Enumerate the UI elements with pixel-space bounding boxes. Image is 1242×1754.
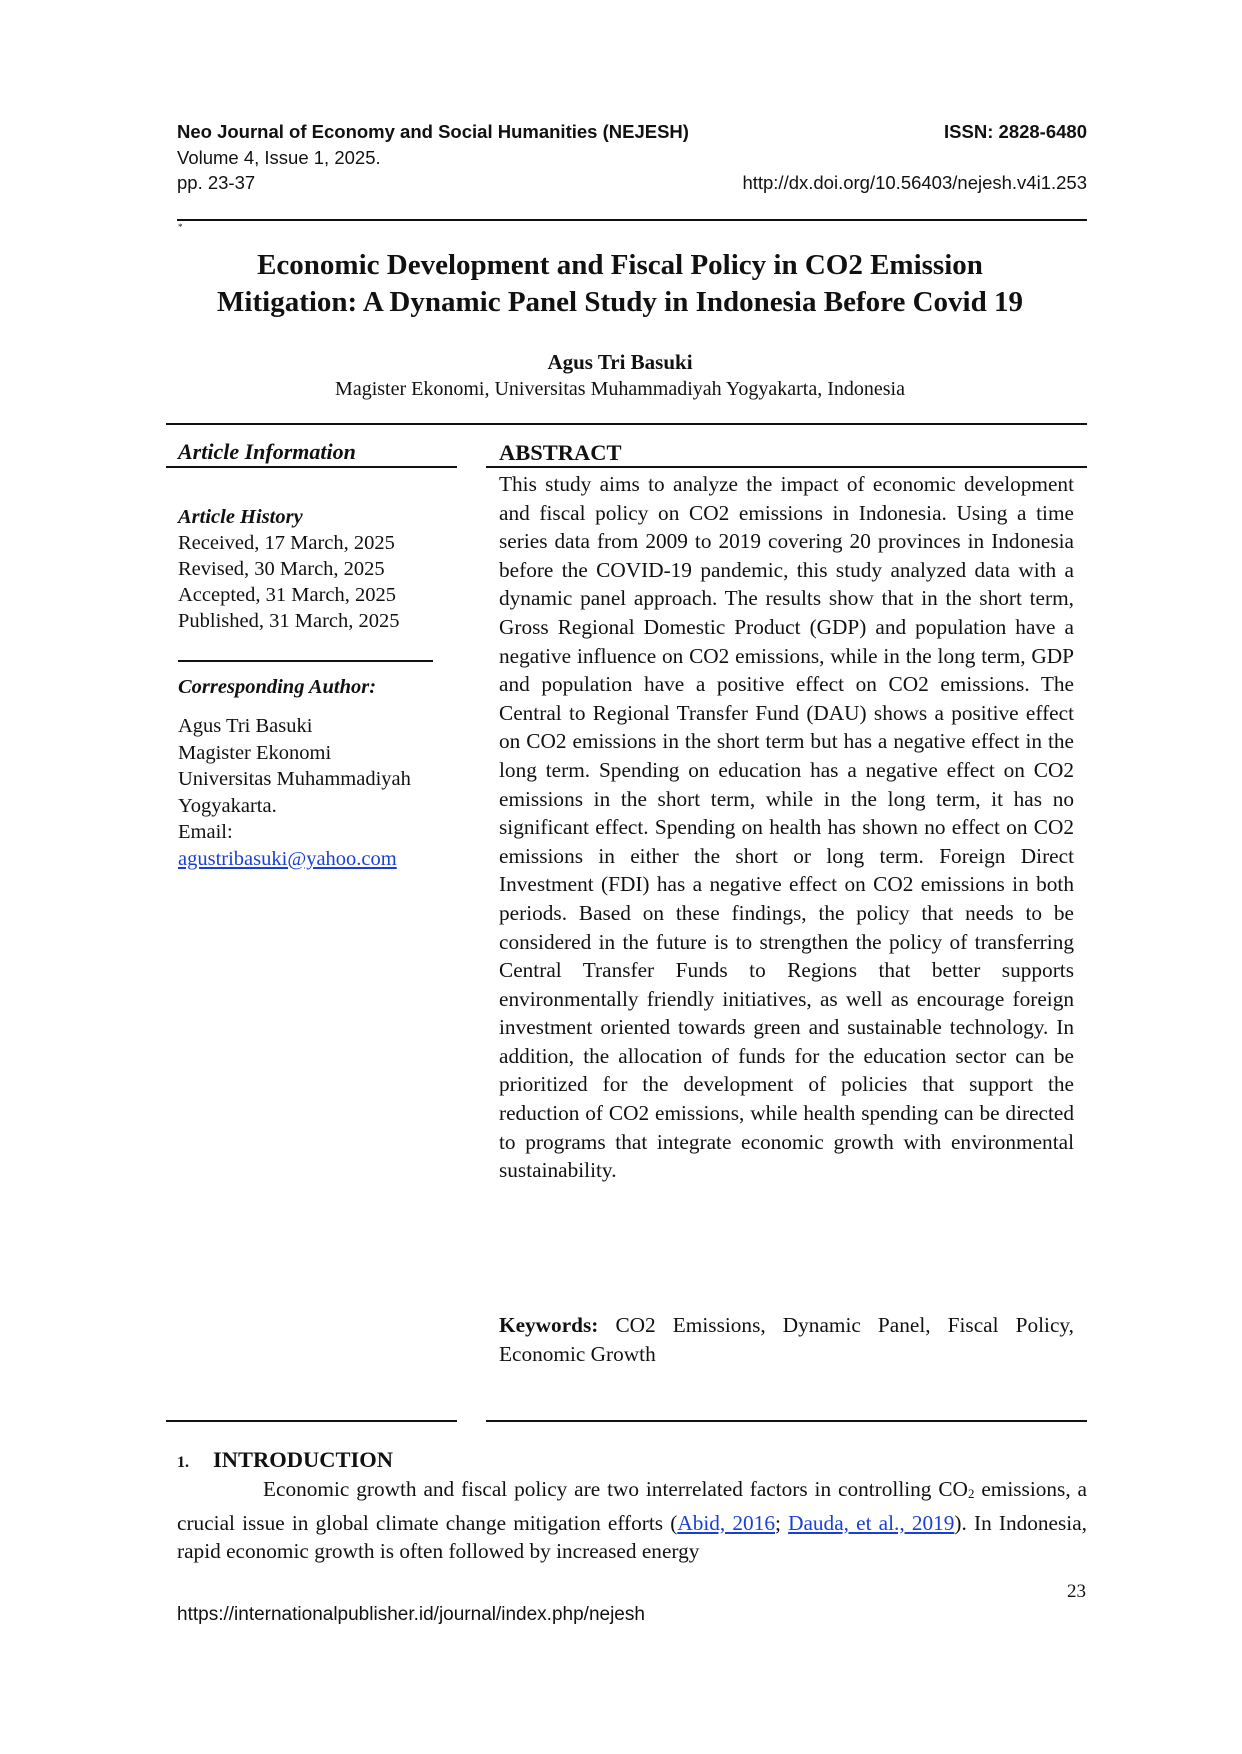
history-accepted: Accepted, 31 March, 2025	[178, 584, 397, 606]
footer-url[interactable]: https://internationalpublisher.id/journal/index.php/nejesh	[177, 1604, 645, 1625]
introduction-heading	[177, 1446, 393, 1477]
citation-dauda[interactable]: Dauda, et al., 2019	[788, 1510, 955, 1535]
corresponding-program: Magister Ekonomi	[178, 741, 332, 764]
citation-abid[interactable]: Abid, 2016	[677, 1510, 775, 1535]
issn: ISSN: 2828-6480	[944, 121, 1087, 142]
history-published: Published, 31 March, 2025	[178, 610, 400, 632]
author-name: Agus Tri Basuki	[547, 350, 693, 374]
page-range: pp. 23-37	[177, 172, 256, 193]
abstract-text: This study aims to analyze the impact of economic development and fiscal policy on CO2 emissions in Indonesia. Using a time series data from 2009 to 2019 covering 20 provinces in Indonesia before the COVID-19 pandemic, this study analyzed data with a dynamic panel approach. The results show that in the short term, Gross Regional Domestic Product (GDP) and population have a negative influence on CO2 emissions, while in the long term, GDP and population have a positive effect on CO2 emissions. The Central to Regional Transfer Fund (DAU) shows a positive effect on CO2 emissions in the short term but has a negative effect in the long term. Spending on education has a negative effect on CO2 emissions in the short term, while in the long term, it has no significant effect. Spending on health has shown no effect on CO2 emissions in either the short or long term. Foreign Direct Investment (FDI) has a negative effect on CO2 emissions in both periods. Based on these findings, the policy that needs to be considered in the future is to strengthen the policy of transferring Central Transfer Funds to Regions that better supports environmentally friendly initiatives, as well as encourage foreign investment oriented towards green and sustainable technology. In addition, the allocation of funds for the education sector can be prioritized for the development of policies that support the reduction of CO2 emissions, while health spending can be directed to programs that integrate economic growth with environmental sustainability.	[499, 472, 1074, 1183]
article-info-underline	[166, 466, 457, 468]
title-line-1: Economic Development and Fiscal Policy in CO2 Emission	[257, 249, 983, 281]
paper-title	[150, 247, 1090, 321]
corresponding-university: Universitas Muhammadiyah	[178, 768, 411, 790]
article-history	[178, 504, 400, 634]
corresponding-city: Yogyakarta.	[178, 794, 277, 817]
introduction-paragraph	[177, 1475, 1087, 1566]
keywords	[499, 1311, 1074, 1368]
page-number: 23	[1067, 1581, 1086, 1602]
keywords-label: Keywords:	[499, 1313, 599, 1337]
keywords-list: CO2 Emissions, Dynamic Panel, Fiscal Policy, Economic Growth	[499, 1313, 1074, 1366]
intro-text-1: Economic growth and fiscal policy are two interrelated factors in controlling CO	[263, 1477, 968, 1501]
history-revised: Revised, 30 March, 2025	[178, 558, 385, 580]
citation-separator: ;	[775, 1510, 789, 1535]
email-label: Email:	[178, 821, 233, 843]
volume-row	[177, 146, 1087, 170]
corresponding-name: Agus Tri Basuki	[178, 715, 313, 737]
volume-issue: Volume 4, Issue 1, 2025.	[177, 147, 381, 168]
section-number: 1.	[177, 1454, 189, 1471]
header-mark: *	[178, 222, 183, 232]
history-received: Received, 17 March, 2025	[178, 532, 395, 554]
history-separator	[178, 660, 433, 662]
title-line-2: Mitigation: A Dynamic Panel Study in Indonesia Before Covid 19	[217, 286, 1023, 318]
pages-doi-row	[177, 171, 1087, 195]
journal-header-row	[177, 120, 1087, 144]
author-affiliation: Magister Ekonomi, Universitas Muhammadiyah Yogyakarta, Indonesia	[335, 378, 905, 400]
abstract-heading: ABSTRACT	[499, 440, 622, 465]
doi-link[interactable]: http://dx.doi.org/10.56403/nejesh.v4i1.253	[742, 172, 1087, 193]
section-title: INTRODUCTION	[213, 1447, 394, 1472]
subscript-two: 2	[967, 1486, 975, 1501]
article-info-heading-wrap	[178, 438, 458, 466]
corresponding-author-details	[178, 713, 411, 872]
intro-text-3: ). In Indonesia, rapid economic growth is often followed by increased energy	[177, 1510, 1087, 1564]
abstract-underline	[486, 466, 1087, 468]
info-bottom-rule-right	[486, 1420, 1087, 1422]
journal-name: Neo Journal of Economy and Social Humanities (NEJESH)	[177, 121, 689, 142]
email-link[interactable]: agustribasuki@yahoo.com	[178, 847, 397, 870]
header-rule	[177, 219, 1087, 221]
info-bottom-rule-left	[166, 1420, 457, 1422]
intro-text-2: emissions, a crucial issue in global climate change mitigation efforts (	[177, 1477, 1087, 1535]
corresponding-author-heading: Corresponding Author:	[178, 676, 377, 698]
corresponding-heading	[178, 674, 376, 700]
article-history-heading: Article History	[178, 506, 303, 528]
info-top-rule	[166, 423, 1087, 425]
article-info-heading: Article Information	[178, 439, 356, 464]
